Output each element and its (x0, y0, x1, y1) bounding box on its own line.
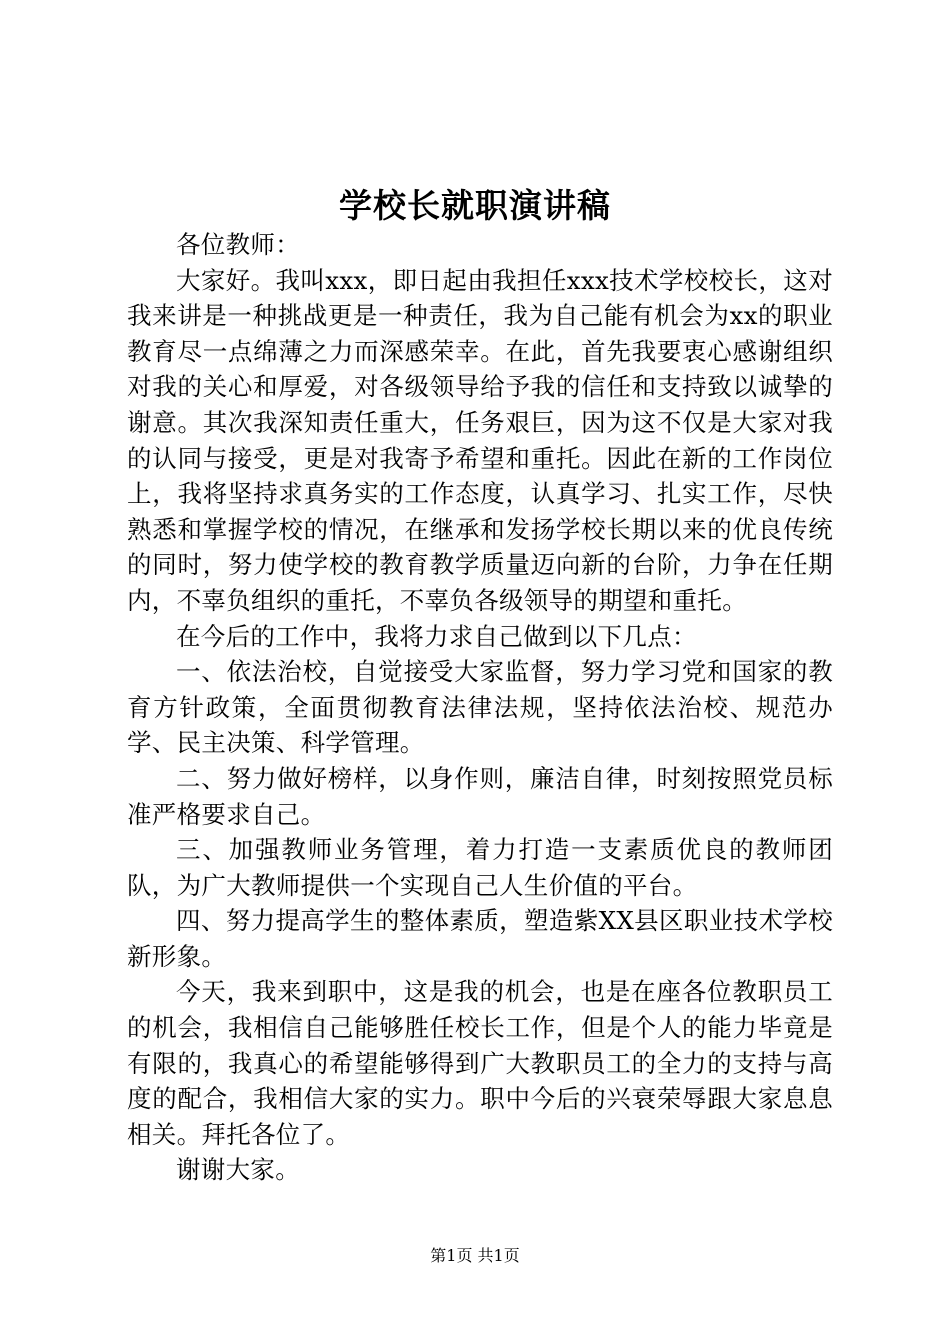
page-number-footer: 第1页 共1页 (430, 1246, 520, 1265)
point-one-paragraph: 一、依法治校，自觉接受大家监督，努力学习党和国家的教育方针政策，全面贯彻教育法律法规，坚持依法治校、规范办学、民主决策、科学管理。 (127, 657, 833, 758)
point-four-paragraph: 四、努力提高学生的整体素质，塑造紫XX县区职业技术学校新形象。 (127, 906, 833, 971)
commitment-lead-paragraph: 在今后的工作中，我将力求自己做到以下几点： (176, 621, 697, 651)
intro-paragraph: 大家好。我叫xxx，即日起由我担任xxx技术学校校长，这对我来讲是一种挑战更是一种责任，我为自己能有机会为xx的职业教育尽一点绵薄之力而深感荣幸。在此，首先我要衷心感谢组织对我的关心和厚爱，对各级领导给予我的信任和支持致以诚挚的谢意。其次我深知责任重大，任务艰巨，因为这不仅是大家对我的认同与接受，更是对我寄予希望和重托。因此在新的工作岗位上，我将坚持求真务实的工作态度，认真学习、扎实工作，尽快熟悉和掌握学校的情况，在继承和发扬学校长期以来的优良传统的同时，努力使学校的教育教学质量迈向新的台阶，力争在任期内，不辜负组织的重托，不辜负各级领导的期望和重托。 (127, 265, 833, 615)
point-three-paragraph: 三、加强教师业务管理，着力打造一支素质优良的教师团队，为广大教师提供一个实现自己人生价值的平台。 (127, 835, 833, 900)
document-title: 学校长就职演讲稿 (339, 186, 611, 225)
thanks-paragraph: 谢谢大家。 (176, 1155, 300, 1185)
document-body (127, 227, 833, 1188)
salutation-paragraph: 各位教师： (176, 230, 300, 259)
point-two-paragraph: 二、努力做好榜样，以身作则，廉洁自律，时刻按照党员标准严格要求自己。 (127, 763, 833, 829)
closing-paragraph: 今天，我来到职中，这是我的机会，也是在座各位教职员工的机会，我相信自己能够胜任校长工作，但是个人的能力毕竟是有限的，我真心的希望能够得到广大教职员工的全力的支持与高度的配合，我相信大家的实力。职中今后的兴衰荣辱跟大家息息相关。拜托各位了。 (127, 977, 833, 1149)
